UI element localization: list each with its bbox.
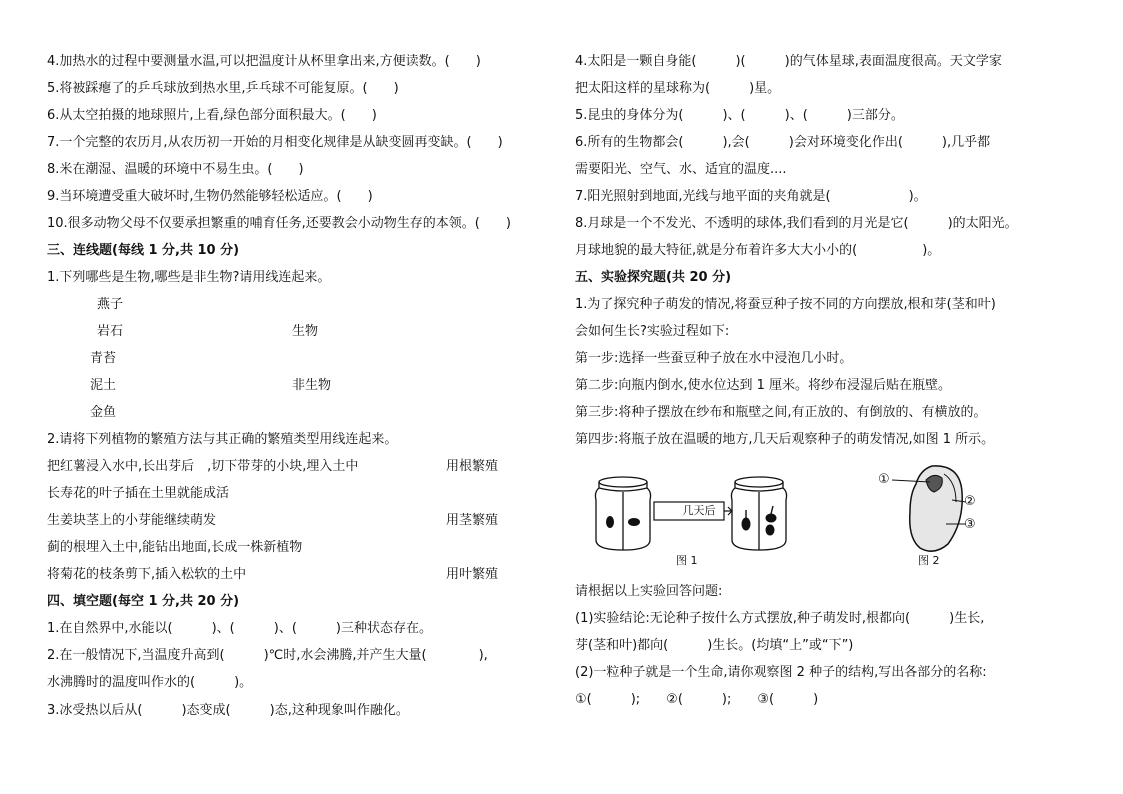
fill-item: 把太阳这样的星球称为( )星。: [575, 81, 781, 96]
exp-line: 第三步:将种子摆放在纱布和瓶壁之间,有正放的、有倒放的、有横放的。: [575, 405, 987, 420]
seed: [628, 518, 640, 526]
q1-prompt: 1.下列哪些是生物,哪些是非生物?请用线连起来。: [47, 270, 331, 285]
judge-item: 10.很多动物父母不仅要承担繁重的哺育任务,还要教会小动物生存的本领。( ): [47, 216, 511, 231]
fill-item: 2.在一般情况下,当温度升高到( )℃时,水会沸腾,并产生大量( ),: [47, 648, 488, 663]
exp-line: 1.为了探究种子萌发的情况,将蚕豆种子按不同的方向摆放,根和芽(茎和叶): [575, 297, 996, 312]
exp-line: 第一步:选择一些蚕豆种子放在水中浸泡几小时。: [575, 351, 853, 366]
seed: [606, 516, 614, 528]
answer-line: 芽(茎和叶)都向( )生长。(均填“上”或“下”): [575, 638, 854, 653]
answer-line: (2)一粒种子就是一个生命,请你观察图 2 种子的结构,写出各部分的名称:: [575, 665, 987, 680]
fill-item: 月球地貌的最大特征,就是分布着许多大大小小的( )。: [575, 243, 941, 258]
q1-item: 青苔: [90, 351, 117, 366]
fig2-caption: 图 2: [918, 554, 940, 567]
q2-type: 用茎繁殖: [446, 513, 499, 528]
q2-prompt: 2.请将下列植物的繁殖方法与其正确的繁殖类型用线连起来。: [47, 432, 398, 447]
exp-line: 第二步:向瓶内倒水,使水位达到 1 厘米。将纱布浸湿后贴在瓶壁。: [575, 378, 952, 393]
q1-category: 生物: [292, 324, 319, 339]
fig1-caption: 图 1: [676, 554, 698, 567]
section-4-title: 四、填空题(每空 1 分,共 20 分): [47, 594, 240, 609]
judge-item: 5.将被踩瘪了的乒乓球放到热水里,乒乓球不可能复原。( ): [47, 81, 399, 96]
fill-item: 需要阳光、空气、水、适宜的温度....: [575, 162, 787, 177]
q1-item: 金鱼: [90, 405, 117, 420]
judge-item: 9.当环境遭受重大破坏时,生物仍然能够轻松适应。( ): [47, 189, 373, 204]
judge-item: 4.加热水的过程中要测量水温,可以把温度计从杯里拿出来,方便读数。( ): [47, 54, 481, 69]
fill-item: 3.冰受热以后从( )态变成( )态,这种现象叫作融化。: [47, 703, 409, 718]
q1-item: 泥土: [90, 378, 117, 393]
seed-label-1: ①: [878, 472, 890, 487]
judge-item: 7.一个完整的农历月,从农历初一开始的月相变化规律是从缺变圆再变缺。( ): [47, 135, 503, 150]
fill-item: 4.太阳是一颗自身能( )( )的气体星球,表面温度很高。天文学家: [575, 54, 1002, 69]
q2-method: 长寿花的叶子插在土里就能成活: [47, 486, 230, 501]
fill-item: 1.在自然界中,水能以( )、( )、( )三种状态存在。: [47, 621, 432, 636]
answer-line: 请根据以上实验回答问题:: [575, 584, 723, 599]
answer-line: ①( ); ②( ); ③( ): [575, 692, 819, 707]
q1-item: 燕子: [97, 297, 124, 312]
q2-method: 生姜块茎上的小芽能继续萌发: [47, 513, 217, 528]
fill-item: 水沸腾时的温度叫作水的( )。: [47, 675, 253, 690]
q1-category: 非生物: [292, 378, 332, 393]
q1-item: 岩石: [97, 324, 124, 339]
exp-line: 会如何生长?实验过程如下:: [575, 324, 730, 339]
fill-item: 8.月球是一个不发光、不透明的球体,我们看到的月光是它( )的太阳光。: [575, 216, 1018, 231]
fill-item: 6.所有的生物都会( ),会( )会对环境变化作出( ),几乎都: [575, 135, 991, 150]
answer-line: (1)实验结论:无论种子按什么方式摆放,种子萌发时,根都向( )生长,: [575, 611, 985, 626]
q2-type: 用叶繁殖: [446, 567, 499, 582]
judge-item: 6.从太空拍摄的地球照片,上看,绿色部分面积最大。( ): [47, 108, 377, 123]
seed-label-3: ③: [964, 517, 976, 532]
exp-line: 第四步:将瓶子放在温暖的地方,几天后观察种子的萌发情况,如图 1 所示。: [575, 432, 995, 447]
q2-method: 蓟的根埋入土中,能钻出地面,长成一株新植物: [47, 540, 303, 555]
fill-item: 5.昆虫的身体分为( )、( )、( )三部分。: [575, 108, 904, 123]
judge-item: 8.米在潮湿、温暖的环境中不易生虫。( ): [47, 162, 304, 177]
q2-type: 用根繁殖: [446, 459, 499, 474]
jar-before: [595, 477, 650, 550]
jar-after: [731, 477, 786, 550]
section-3-title: 三、连线题(每线 1 分,共 10 分): [47, 243, 240, 258]
fig1-arrow-label: 几天后: [682, 504, 716, 517]
q2-method: 将菊花的枝条剪下,插入松软的土中: [47, 567, 247, 582]
section-5-title: 五、实验探究题(共 20 分): [575, 270, 732, 285]
fill-item: 7.阳光照射到地面,光线与地平面的夹角就是( )。: [575, 189, 927, 204]
seed-label-2: ②: [964, 494, 976, 509]
q2-method: 把红薯浸入水中,长出芽后 ,切下带芽的小块,埋入土中: [47, 459, 359, 474]
